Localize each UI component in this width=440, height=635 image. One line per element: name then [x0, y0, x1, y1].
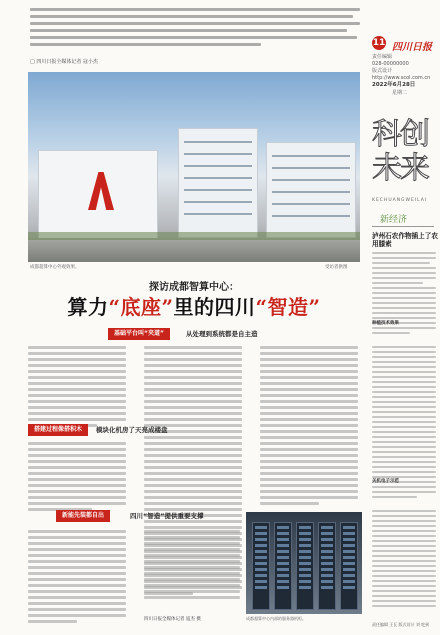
intro-text-block: [30, 8, 360, 50]
photo-byline: 四川日报全媒体记者 寇杰 摄: [144, 617, 201, 622]
hero-caption: 成都超算中心外观效果。: [30, 265, 80, 270]
section-tag-1: 基础平台叫“夹道”: [108, 328, 170, 340]
divider: [372, 226, 434, 227]
photo-credit: 受访者供图: [325, 265, 348, 270]
right-article-title: 泸州石农作物插上了农用膝索: [372, 232, 438, 248]
body-column-1b: [28, 442, 126, 514]
body-column-2c: [144, 530, 240, 602]
column-title-en: KECHUANGWEILAI: [372, 198, 428, 203]
section-subtitle-3: 四川“智造”提供重要支撑: [130, 512, 204, 520]
right-subhead-2: 关机电子示范: [372, 479, 399, 484]
edition-info: 责任编辑 028-00000000 版式设计 http://www.scol.com.cn: [372, 54, 431, 81]
section-header-3: [28, 510, 228, 522]
right-subhead-1: 种植技术效果: [372, 321, 399, 326]
paper-name: 四川日报: [392, 42, 432, 53]
section-header-1: [28, 328, 360, 340]
intro-byline: □ 四川日报全媒体记者 寇小杰: [30, 59, 98, 65]
hero-photo: [28, 72, 360, 262]
issue-weekday: 星期二: [392, 90, 408, 96]
section-tag-2: 搭建过程像搭积木: [28, 424, 88, 436]
headline-kicker: 探访成都智算中心：: [149, 282, 239, 293]
body-column-1: [28, 346, 126, 430]
server-caption: 成都超算中心内部的服务器机柜。: [246, 616, 306, 621]
section-subtitle-1: 从处理到系统都是自主造: [186, 330, 258, 338]
section-subtitle-2: 模块化机房了天亮成楼盘: [96, 426, 168, 434]
main-headline: 算力“底座”里的四川“智造”: [67, 295, 321, 319]
column-title: 科创未来: [372, 117, 428, 186]
body-column-3: [260, 346, 358, 508]
body-column-1c: [28, 530, 126, 626]
page-number-badge: 11: [372, 38, 386, 48]
server-photo: [246, 512, 362, 614]
section-label: 新经济: [380, 215, 408, 225]
right-article-body: [372, 252, 436, 610]
section-tag-3: 新能先装都自出: [56, 510, 110, 522]
page-footer: 责任编辑 王瓦 版式设计 刘 吃到: [372, 622, 430, 627]
issue-date: 2022年6月28日: [372, 82, 416, 88]
